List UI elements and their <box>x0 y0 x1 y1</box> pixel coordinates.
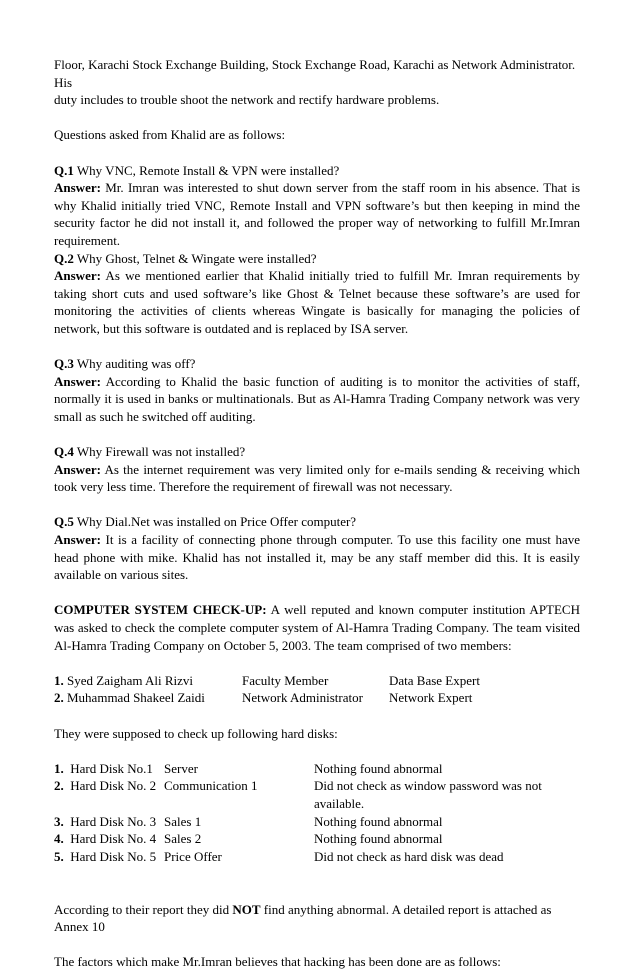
answer-text: Mr. Imran was interested to shut down server from the staff room in his absence. That is why Khalid initially tried VNC, Remote Install and VPN software’s but then keeping in mind the security factor he did not install it, and followed the proper way of networking to fulfill Mr.Imran requirement. <box>54 180 580 248</box>
question-4 <box>54 443 580 461</box>
disk-number: 5. <box>54 848 64 864</box>
question-text: Why VNC, Remote Install & VPN were installed? <box>73 162 340 178</box>
document-page <box>54 56 580 971</box>
answer-label: Answer: <box>54 180 101 196</box>
disk-result: Nothing found abnormal <box>314 813 443 829</box>
question-number: Q.4 <box>54 444 74 460</box>
question-text: Why auditing was off? <box>73 356 196 372</box>
member-expertise: Data Base Expert <box>389 672 480 688</box>
member-number: 2. <box>54 690 64 706</box>
report-paragraph <box>54 901 580 936</box>
disk-row <box>54 777 580 812</box>
question-2 <box>54 250 580 268</box>
disk-name: Communication 1 <box>164 778 258 794</box>
disk-result: Nothing found abnormal <box>314 831 443 847</box>
report-emphasis: NOT <box>232 901 261 917</box>
question-1 <box>54 162 580 180</box>
disk-number: 2. <box>54 778 64 794</box>
answer-text: As the internet requirement was very limited only for e-mails sending & receiving which took very less time. Therefore the requirement of firewall was not necessary. <box>54 461 580 495</box>
question-number: Q.1 <box>54 162 74 178</box>
member-row <box>54 672 580 690</box>
answer-label: Answer: <box>54 461 101 477</box>
checkup-paragraph <box>54 601 580 654</box>
member-role: Network Administrator <box>242 690 363 706</box>
closing-line: The factors which make Mr.Imran believes that hacking has been done are as follows: <box>54 954 501 970</box>
answer-label: Answer: <box>54 532 101 548</box>
disk-label: Hard Disk No. 5 <box>63 848 157 864</box>
answer-3 <box>54 373 580 426</box>
question-5 <box>54 513 580 531</box>
checkup-heading: COMPUTER SYSTEM CHECK-UP: <box>54 602 267 618</box>
question-text: Why Ghost, Telnet & Wingate were installed? <box>73 250 317 266</box>
disk-result: Did not check as hard disk was dead <box>314 848 504 864</box>
question-3 <box>54 355 580 373</box>
answer-4 <box>54 461 580 496</box>
disk-label: Hard Disk No. 2 <box>63 778 157 794</box>
questions-intro: Questions asked from Khalid are as follows: <box>54 127 286 143</box>
intro-line-1: Floor, Karachi Stock Exchange Building, Stock Exchange Road, Karachi as Network Administrator. His <box>54 57 576 90</box>
disk-label: Hard Disk No. 3 <box>63 813 157 829</box>
intro-line-2: duty includes to trouble shoot the network and rectify hardware problems. <box>54 92 440 108</box>
answer-5 <box>54 531 580 584</box>
question-text: Why Dial.Net was installed on Price Offer computer? <box>73 514 357 530</box>
member-expertise: Network Expert <box>389 690 473 706</box>
disk-number: 3. <box>54 813 64 829</box>
disk-number: 4. <box>54 831 64 847</box>
disk-row <box>54 830 580 848</box>
checkup-text: A well reputed and known computer institution APTECH was asked to check the complete computer system of Al-Hamra Trading Company. The team visited Al-Hamra Trading Company on October 5, 2003. The team comprised of two members: <box>54 602 580 653</box>
answer-text: It is a facility of connecting phone through computer. To use this facility one must have head phone with mike. Khalid has not installed it, may be any staff member did this. It is easily available on various sites. <box>54 532 580 583</box>
member-role: Faculty Member <box>242 672 329 688</box>
report-text-before: According to their report they did <box>54 901 233 917</box>
question-number: Q.2 <box>54 250 74 266</box>
disk-label: Hard Disk No. 4 <box>63 831 157 847</box>
member-name: Syed Zaigham Ali Rizvi <box>63 672 194 688</box>
question-text: Why Firewall was not installed? <box>73 444 246 460</box>
disk-result: Did not check as window password was not available. <box>314 778 542 811</box>
question-number: Q.5 <box>54 514 74 530</box>
member-name: Muhammad Shakeel Zaidi <box>63 690 205 706</box>
disks-intro: They were supposed to check up following hard disks: <box>54 725 338 741</box>
disk-name: Price Offer <box>164 848 222 864</box>
answer-text: As we mentioned earlier that Khalid initially tried to fulfill Mr. Imran requirements by taking short cuts and used software’s like Ghost & Telnet because these software’s are used for monitoring the activities of clients whereas Wingate is basically for managing the policies of network, but this software is outdated and is replaced by ISA server. <box>54 268 580 336</box>
disk-name: Sales 2 <box>164 831 202 847</box>
disk-row <box>54 848 580 866</box>
disk-row <box>54 760 580 778</box>
report-text-after: find anything abnormal. A detailed report is attached as Annex 10 <box>54 901 552 935</box>
answer-text: According to Khalid the basic function of auditing is to monitor the activities of staff, normally it is used in banks or multinationals. But as Al-Hamra Trading Company network was very small as such he switched off auditing. <box>54 373 580 424</box>
answer-label: Answer: <box>54 373 101 389</box>
disk-result: Nothing found abnormal <box>314 760 443 776</box>
disk-name: Server <box>164 760 198 776</box>
disk-number: 1. <box>54 760 64 776</box>
disk-row <box>54 813 580 831</box>
member-number: 1. <box>54 672 64 688</box>
answer-2 <box>54 267 580 337</box>
question-number: Q.3 <box>54 356 74 372</box>
member-row <box>54 689 580 707</box>
answer-1 <box>54 179 580 249</box>
answer-label: Answer: <box>54 268 101 284</box>
disk-name: Sales 1 <box>164 813 202 829</box>
disk-label: Hard Disk No.1 <box>63 760 153 776</box>
